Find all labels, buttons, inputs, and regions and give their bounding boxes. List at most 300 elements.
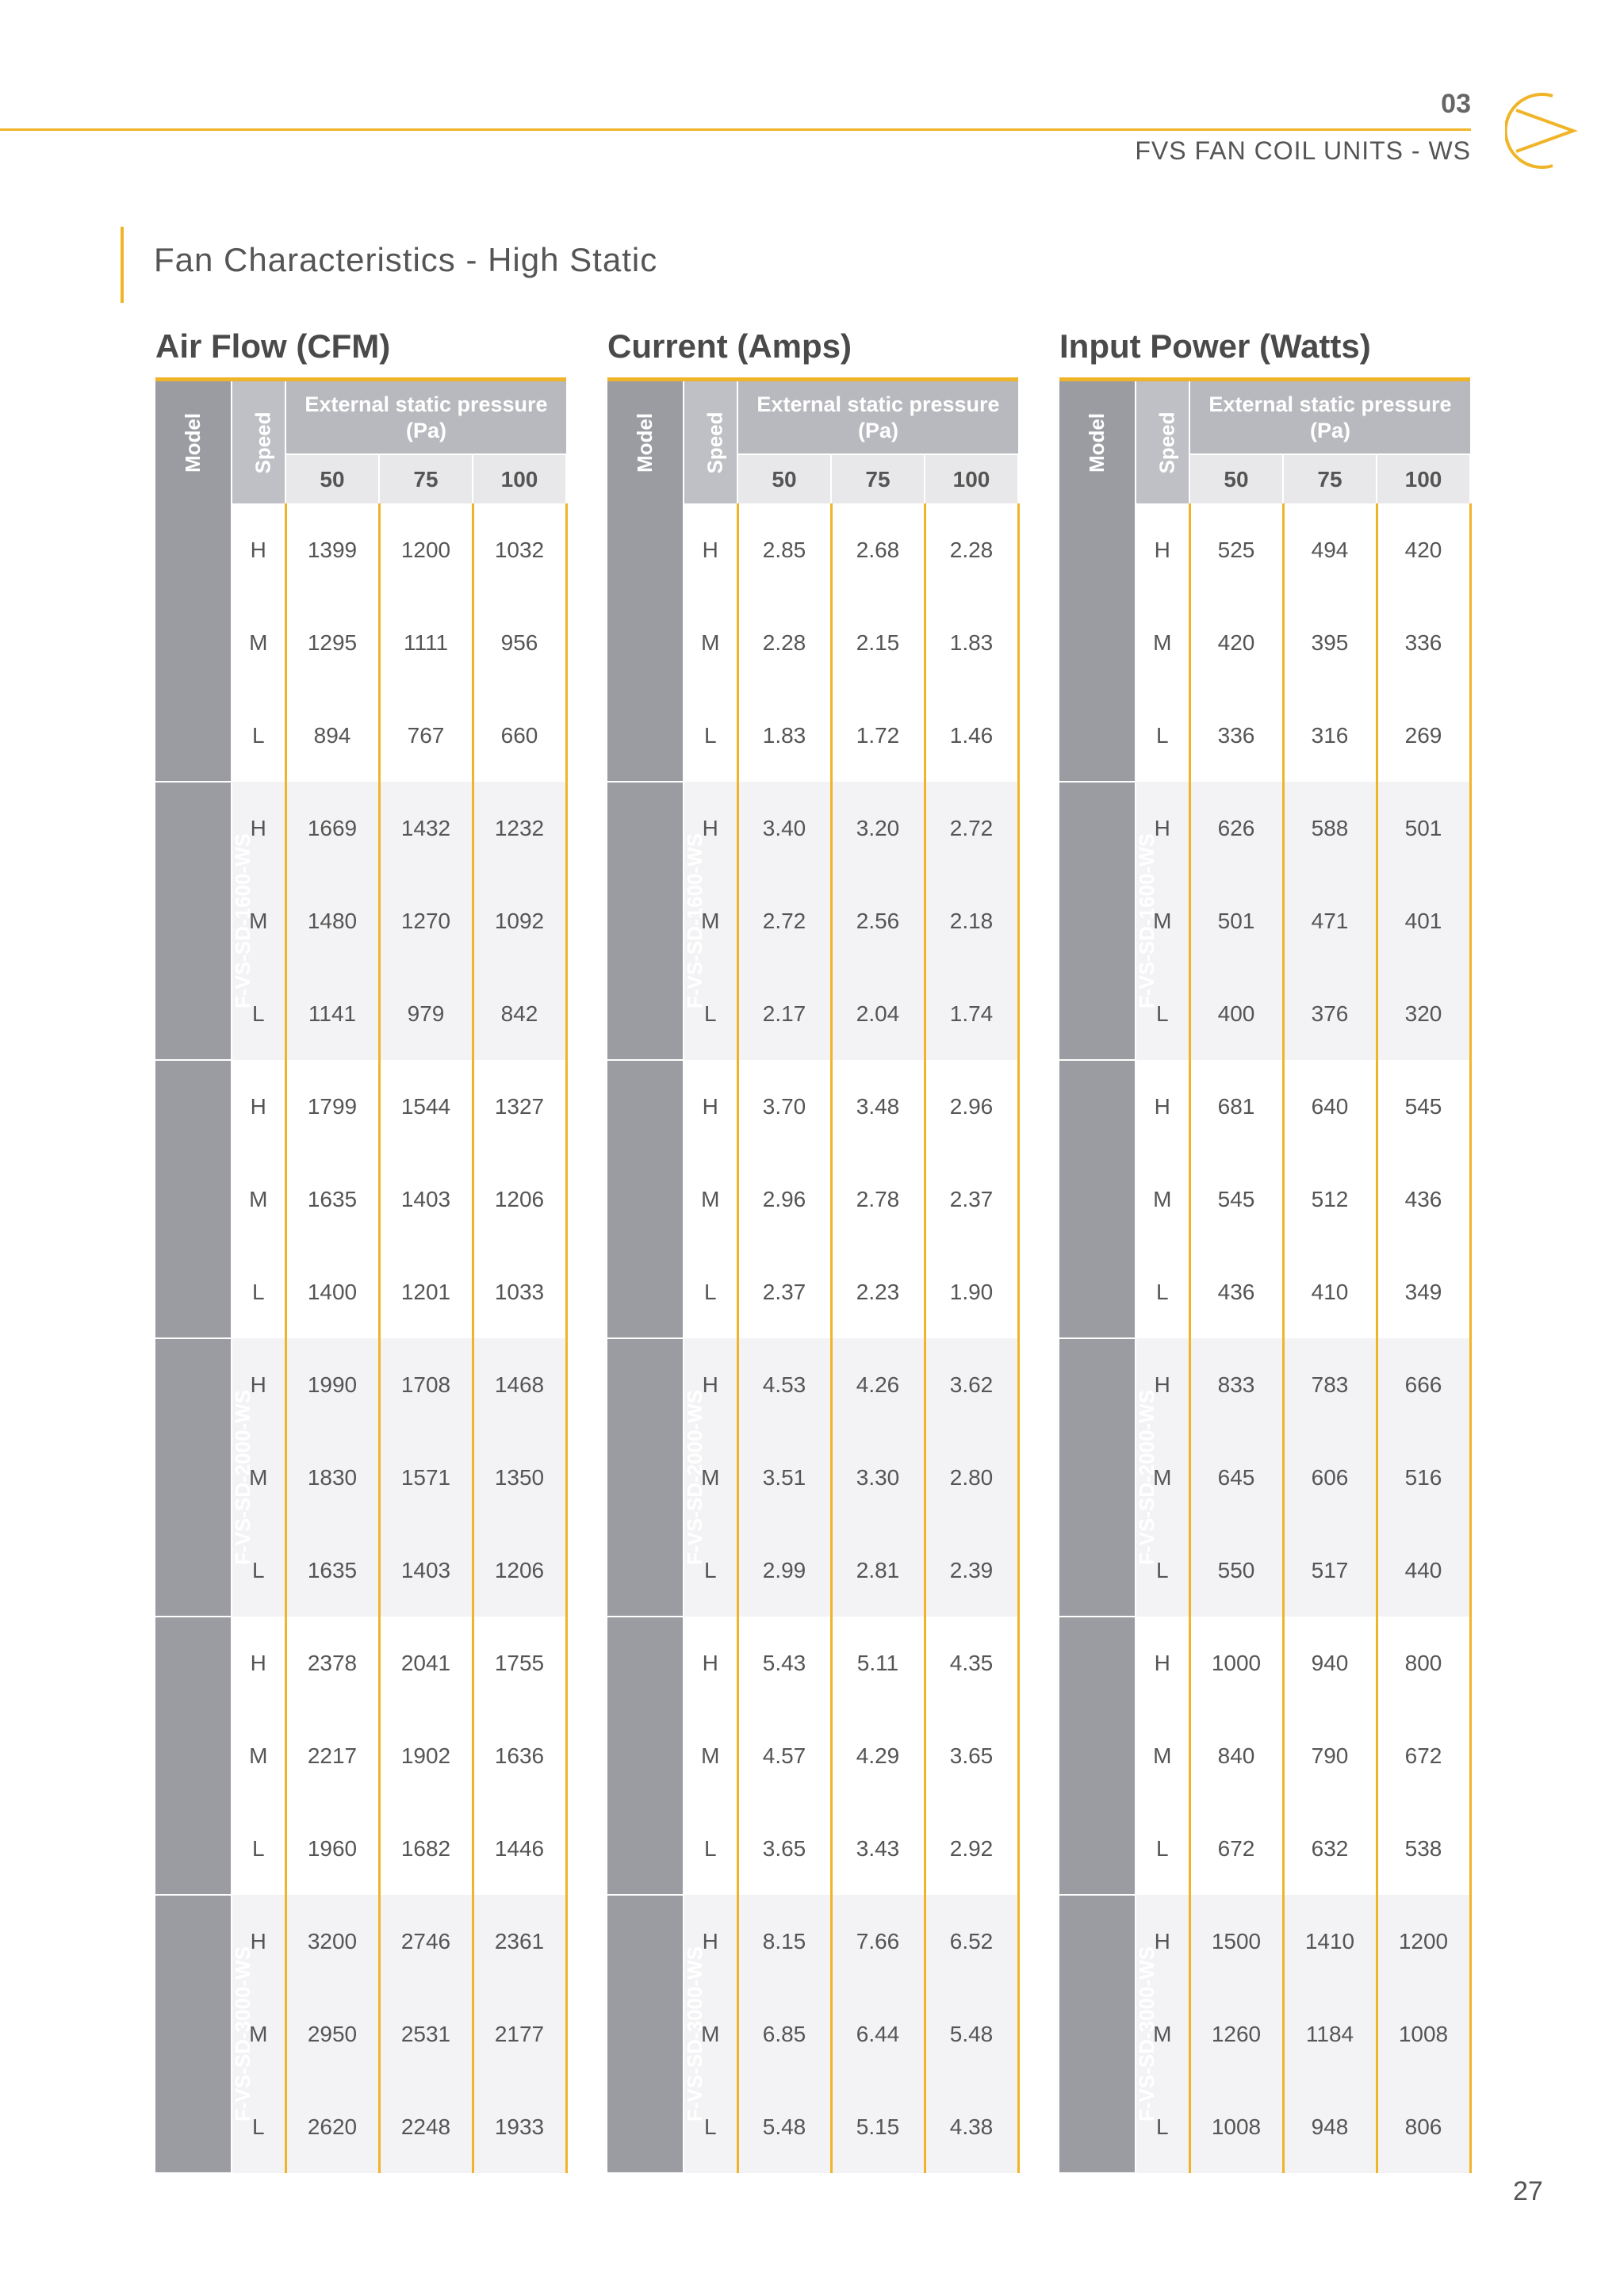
value-cell: 1033 [473,1246,566,1338]
speed-cell: L [1136,689,1189,782]
speed-cell: L [1136,1524,1189,1617]
value-cell: 436 [1377,1153,1470,1246]
model-header-label: Model [1084,412,1109,473]
speed-column-header [232,380,285,504]
model-group [155,1617,566,1895]
model-group [607,1060,1018,1338]
value-cell: 2.04 [831,967,925,1060]
value-cell: 3.65 [925,1709,1018,1802]
value-cell: 1403 [379,1153,473,1246]
speed-cell: L [684,689,737,782]
value-cell: 5.48 [737,2080,831,2173]
model-label: F-VS-SD-2400-WS [683,1667,707,1844]
speed-cell: L [232,689,285,782]
speed-cell: L [1136,2080,1189,2173]
speed-cell: H [1136,1060,1189,1153]
value-cell: 1206 [473,1524,566,1617]
value-cell: 2177 [473,1988,566,2080]
value-cell: 1008 [1377,1988,1470,2080]
value-cell: 666 [1377,1338,1470,1431]
model-label: F-VS-SD-1600-WS [1135,832,1159,1009]
model-group [1059,782,1470,1060]
speed-cell: H [232,1060,285,1153]
speed-cell: M [232,596,285,689]
value-cell: 545 [1377,1060,1470,1153]
value-cell: 660 [473,689,566,782]
table-row [155,1895,566,1988]
speed-cell: L [232,2080,285,2173]
value-cell: 588 [1283,782,1377,874]
value-cell: 1432 [379,782,473,874]
speed-cell: H [232,1895,285,1988]
value-cell: 1410 [1283,1895,1377,1988]
model-group [155,1060,566,1338]
pressure-subheader: 100 [473,454,566,503]
model-column-header [155,380,232,504]
value-cell: 4.38 [925,2080,1018,2173]
value-cell: 2.37 [925,1153,1018,1246]
value-cell: 1201 [379,1246,473,1338]
value-cell: 1270 [379,874,473,967]
chapter-number: 03 [1441,89,1471,119]
speed-cell: M [684,874,737,967]
value-cell: 6.85 [737,1988,831,2080]
speed-cell: H [684,1060,737,1153]
speed-cell: M [1136,874,1189,967]
speed-cell: H [232,1617,285,1709]
table-row [607,1338,1018,1431]
data-table [155,377,568,2174]
model-group [155,782,566,1060]
value-cell: 420 [1377,503,1470,596]
speed-cell: M [684,596,737,689]
speed-cell: H [232,503,285,596]
value-cell: 800 [1377,1617,1470,1709]
value-cell: 1.74 [925,967,1018,1060]
value-cell: 1682 [379,1802,473,1895]
speed-cell: L [232,1802,285,1895]
value-cell: 2.96 [737,1153,831,1246]
value-cell: 1111 [379,596,473,689]
value-cell: 2.68 [831,503,925,596]
pressure-subheader: 75 [1283,454,1377,503]
value-cell: 948 [1283,2080,1377,2173]
value-cell: 5.48 [925,1988,1018,2080]
value-cell: 525 [1189,503,1283,596]
model-group [1059,503,1470,782]
speed-cell: L [684,1246,737,1338]
model-group [1059,1895,1470,2173]
value-cell: 1544 [379,1060,473,1153]
value-cell: 2248 [379,2080,473,2173]
brand-logo-icon [1505,90,1578,172]
model-cell [155,1060,255,1338]
value-cell: 5.43 [737,1617,831,1709]
value-cell: 2.72 [737,874,831,967]
speed-cell: H [1136,782,1189,874]
value-cell: 1.83 [925,596,1018,689]
speed-header-label: Speed [251,411,275,474]
speed-cell: M [1136,1431,1189,1524]
table-row [155,1060,566,1153]
value-cell: 1295 [285,596,379,689]
value-cell: 420 [1189,596,1283,689]
value-cell: 4.57 [737,1709,831,1802]
model-cell [155,503,255,782]
value-cell: 2.23 [831,1246,925,1338]
value-cell: 1.72 [831,689,925,782]
model-header-label: Model [632,412,657,473]
speed-cell: H [1136,1617,1189,1709]
value-cell: 979 [379,967,473,1060]
model-group [1059,1338,1470,1617]
speed-cell: L [232,1524,285,1617]
value-cell: 2.28 [925,503,1018,596]
value-cell: 1755 [473,1617,566,1709]
speed-cell: M [684,1709,737,1802]
model-cell [607,782,707,1060]
value-cell: 767 [379,689,473,782]
table-title: Air Flow (CFM) [155,327,391,365]
value-cell: 1232 [473,782,566,874]
value-cell: 538 [1377,1802,1470,1895]
value-cell: 471 [1283,874,1377,967]
pressure-subheader: 75 [831,454,925,503]
model-label: F-VS-SD-2400-WS [1135,1667,1159,1844]
value-cell: 2746 [379,1895,473,1988]
value-cell: 1141 [285,967,379,1060]
value-cell: 1635 [285,1524,379,1617]
value-cell: 3.62 [925,1338,1018,1431]
value-cell: 2.96 [925,1060,1018,1153]
section-title: Fan Characteristics - High Static [154,241,658,278]
model-cell [155,1617,255,1895]
esp-column-header: External static pressure (Pa) [285,380,566,455]
model-label: F-VS-SD-3000-WS [1135,1946,1159,2122]
value-cell: 516 [1377,1431,1470,1524]
value-cell: 395 [1283,596,1377,689]
table-row [1059,1060,1470,1153]
value-cell: 3.48 [831,1060,925,1153]
value-cell: 3200 [285,1895,379,1988]
speed-cell: L [684,967,737,1060]
model-label: F-VS-SD-2000-WS [683,1389,707,1566]
value-cell: 1500 [1189,1895,1283,1988]
value-cell: 2361 [473,1895,566,1988]
pressure-subheader: 50 [1189,454,1283,503]
speed-cell: L [1136,967,1189,1060]
value-cell: 2.72 [925,782,1018,874]
value-cell: 6.52 [925,1895,1018,1988]
value-cell: 1571 [379,1431,473,1524]
model-cell [155,782,255,1060]
value-cell: 1446 [473,1802,566,1895]
value-cell: 1.90 [925,1246,1018,1338]
table-row [607,1617,1018,1709]
table-row [1059,1617,1470,1709]
pressure-subheader: 50 [285,454,379,503]
model-cell [607,1617,707,1895]
table-title: Input Power (Watts) [1059,327,1371,365]
model-cell [607,1895,707,2173]
value-cell: 1403 [379,1524,473,1617]
speed-cell: L [1136,1246,1189,1338]
value-cell: 5.15 [831,2080,925,2173]
value-cell: 640 [1283,1060,1377,1153]
value-cell: 7.66 [831,1895,925,1988]
value-cell: 840 [1189,1709,1283,1802]
model-group [155,503,566,782]
value-cell: 1184 [1283,1988,1377,2080]
value-cell: 672 [1189,1802,1283,1895]
model-label: F-VS-SD-1400-WS [683,554,707,730]
model-cell [1059,503,1159,782]
value-cell: 3.70 [737,1060,831,1153]
model-cell [1059,1895,1159,2173]
speed-cell: M [232,1988,285,2080]
value-cell: 545 [1189,1153,1283,1246]
model-label: F-VS-SD-2400-WS [231,1667,255,1844]
model-label: F-VS-SD-3000-WS [231,1946,255,2122]
table-row [155,1617,566,1709]
value-cell: 606 [1283,1431,1377,1524]
value-cell: 833 [1189,1338,1283,1431]
value-cell: 410 [1283,1246,1377,1338]
value-cell: 400 [1189,967,1283,1060]
value-cell: 1635 [285,1153,379,1246]
value-cell: 672 [1377,1709,1470,1802]
model-header-label: Model [180,412,205,473]
speed-header-label: Speed [703,411,727,474]
speed-cell: M [684,1153,737,1246]
model-group [607,1617,1018,1895]
value-cell: 783 [1283,1338,1377,1431]
value-cell: 376 [1283,967,1377,1060]
speed-cell: M [1136,1153,1189,1246]
value-cell: 645 [1189,1431,1283,1524]
value-cell: 1480 [285,874,379,967]
speed-cell: H [232,782,285,874]
speed-cell: L [232,967,285,1060]
value-cell: 2.39 [925,1524,1018,1617]
value-cell: 494 [1283,503,1377,596]
model-column-header [1059,380,1136,504]
speed-cell: H [684,1617,737,1709]
chapter-title: FVS FAN COIL UNITS - WS [1135,136,1471,165]
model-label: F-VS-SD-2000-WS [1135,1389,1159,1566]
value-cell: 1830 [285,1431,379,1524]
value-cell: 1960 [285,1802,379,1895]
speed-cell: H [684,1338,737,1431]
value-cell: 4.35 [925,1617,1018,1709]
speed-cell: L [232,1246,285,1338]
pressure-subheader: 100 [925,454,1018,503]
speed-column-header [1136,380,1189,504]
value-cell: 2.28 [737,596,831,689]
data-table [607,377,1020,2174]
model-group [607,782,1018,1060]
value-cell: 316 [1283,689,1377,782]
model-column-header [607,380,684,504]
speed-cell: H [1136,1895,1189,1988]
table-row [155,1338,566,1431]
value-cell: 1468 [473,1338,566,1431]
speed-cell: M [232,874,285,967]
speed-cell: M [1136,596,1189,689]
speed-cell: M [232,1709,285,1802]
speed-cell: M [684,1431,737,1524]
model-group [1059,1617,1470,1895]
value-cell: 1.83 [737,689,831,782]
model-label: F-VS-SD-1800-WS [231,1111,255,1288]
pressure-subheader: 100 [1377,454,1470,503]
speed-cell: H [684,503,737,596]
value-cell: 2378 [285,1617,379,1709]
value-cell: 2.37 [737,1246,831,1338]
value-cell: 320 [1377,967,1470,1060]
model-group [607,503,1018,782]
table-row [155,782,566,874]
model-cell [155,1895,255,2173]
value-cell: 2.81 [831,1524,925,1617]
value-cell: 806 [1377,2080,1470,2173]
value-cell: 1933 [473,2080,566,2173]
value-cell: 2.18 [925,874,1018,967]
value-cell: 2531 [379,1988,473,2080]
model-cell [1059,1060,1159,1338]
table-row [607,1895,1018,1988]
value-cell: 681 [1189,1060,1283,1153]
value-cell: 349 [1377,1246,1470,1338]
speed-cell: L [684,1802,737,1895]
model-label: F-VS-SD-1600-WS [683,832,707,1009]
model-cell [607,503,707,782]
speed-cell: M [232,1153,285,1246]
speed-cell: H [684,782,737,874]
value-cell: 1400 [285,1246,379,1338]
value-cell: 1350 [473,1431,566,1524]
value-cell: 4.26 [831,1338,925,1431]
value-cell: 2041 [379,1617,473,1709]
model-label: F-VS-SD-1800-WS [683,1111,707,1288]
value-cell: 1799 [285,1060,379,1153]
value-cell: 3.43 [831,1802,925,1895]
speed-cell: L [1136,1802,1189,1895]
value-cell: 1206 [473,1153,566,1246]
model-label: F-VS-SD-1800-WS [1135,1111,1159,1288]
speed-cell: H [684,1895,737,1988]
value-cell: 842 [473,967,566,1060]
value-cell: 5.11 [831,1617,925,1709]
table-row [1059,782,1470,874]
value-cell: 4.53 [737,1338,831,1431]
table-row [607,503,1018,596]
value-cell: 2.78 [831,1153,925,1246]
pressure-subheader: 50 [737,454,831,503]
speed-cell: H [232,1338,285,1431]
value-cell: 1708 [379,1338,473,1431]
value-cell: 2.92 [925,1802,1018,1895]
value-cell: 4.29 [831,1709,925,1802]
speed-cell: M [1136,1988,1189,2080]
value-cell: 1260 [1189,1988,1283,2080]
speed-header-label: Speed [1155,411,1179,474]
model-label: F-VS-SD-1400-WS [1135,554,1159,730]
value-cell: 956 [473,596,566,689]
table-row [155,503,566,596]
model-cell [1059,782,1159,1060]
speed-cell: H [1136,503,1189,596]
value-cell: 2.85 [737,503,831,596]
header-rule [0,128,1471,131]
table-row [1059,1338,1470,1431]
pressure-subheader: 75 [379,454,473,503]
model-label: F-VS-SD-3000-WS [683,1946,707,2122]
table-title: Current (Amps) [607,327,852,365]
esp-column-header: External static pressure (Pa) [737,380,1018,455]
value-cell: 1000 [1189,1617,1283,1709]
value-cell: 1200 [1377,1895,1470,1988]
value-cell: 1990 [285,1338,379,1431]
model-group [155,1338,566,1617]
model-cell [1059,1338,1159,1617]
value-cell: 6.44 [831,1988,925,2080]
value-cell: 894 [285,689,379,782]
model-group [607,1895,1018,2173]
value-cell: 269 [1377,689,1470,782]
value-cell: 512 [1283,1153,1377,1246]
value-cell: 1008 [1189,2080,1283,2173]
section-accent-bar [121,227,124,303]
value-cell: 336 [1377,596,1470,689]
speed-cell: L [684,2080,737,2173]
value-cell: 3.51 [737,1431,831,1524]
value-cell: 1.46 [925,689,1018,782]
value-cell: 3.30 [831,1431,925,1524]
speed-cell: M [232,1431,285,1524]
value-cell: 2217 [285,1709,379,1802]
value-cell: 2620 [285,2080,379,2173]
value-cell: 1636 [473,1709,566,1802]
value-cell: 436 [1189,1246,1283,1338]
value-cell: 550 [1189,1524,1283,1617]
value-cell: 2.15 [831,596,925,689]
value-cell: 3.40 [737,782,831,874]
value-cell: 440 [1377,1524,1470,1617]
model-label: F-VS-SD-2000-WS [231,1389,255,1566]
value-cell: 501 [1189,874,1283,967]
value-cell: 3.20 [831,782,925,874]
value-cell: 1092 [473,874,566,967]
page-number: 27 [1513,2176,1543,2206]
model-cell [155,1338,255,1617]
model-cell [607,1338,707,1617]
speed-cell: H [1136,1338,1189,1431]
model-cell [607,1060,707,1338]
value-cell: 3.65 [737,1802,831,1895]
speed-cell: L [684,1524,737,1617]
value-cell: 8.15 [737,1895,831,1988]
model-group [155,1895,566,2173]
value-cell: 401 [1377,874,1470,967]
model-group [1059,1060,1470,1338]
table-row [607,782,1018,874]
value-cell: 1902 [379,1709,473,1802]
value-cell: 2.56 [831,874,925,967]
table-row [1059,1895,1470,1988]
value-cell: 2.99 [737,1524,831,1617]
value-cell: 1200 [379,503,473,596]
